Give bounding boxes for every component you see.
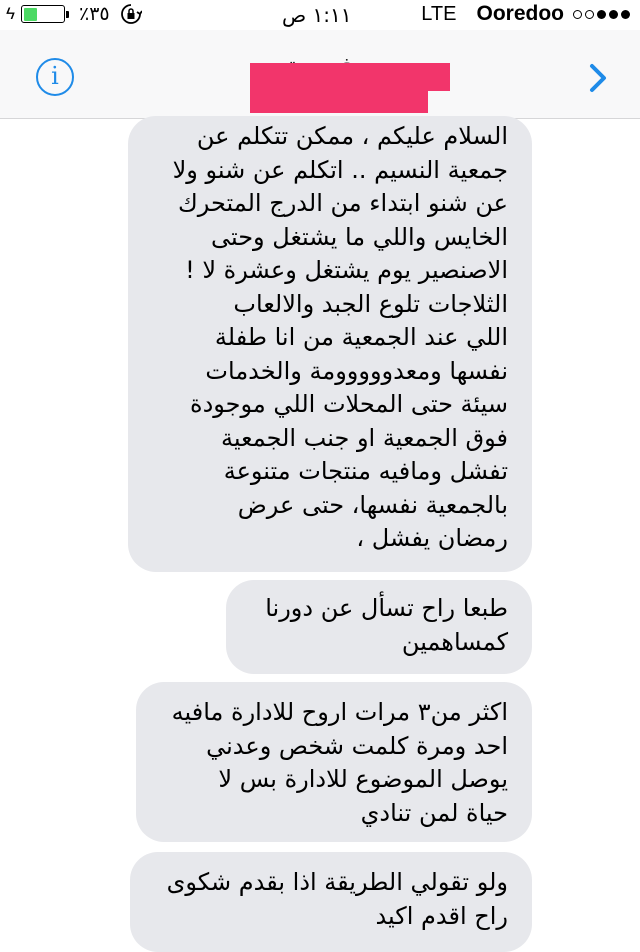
message-bubble[interactable] [226, 580, 532, 674]
redaction-block [250, 89, 428, 113]
battery-group [6, 2, 142, 26]
signal-dot [621, 10, 630, 19]
signal-strength-icon [570, 10, 630, 19]
message-text: ولو تقولي الطريقة اذا بقدم شكوى راح اقدم اكيد [166, 868, 508, 930]
redaction-block [250, 63, 450, 91]
signal-dot [585, 10, 594, 19]
battery-icon [21, 5, 65, 23]
battery-level-fill [24, 8, 38, 21]
status-bar [0, 0, 640, 30]
status-time: ١:١١ ص [282, 3, 352, 27]
network-type: LTE [421, 2, 457, 25]
chevron-right-icon[interactable] [578, 58, 618, 98]
message-text: طبعا راح تسأل عن دورنا كمساهمين [265, 594, 508, 656]
message-text: السلام عليكم ، ممكن تتكلم عن جمعية النسيم .. اتكلم عن شنو ولا عن شنو ابتداء من الدرج المتحرك الخايس واللي ما يشتغل وحتى الاصنصير يوم يشتغل وعشرة لا ! الثلاجات تلوع الجبد والالعاب اللي عند الجمعية من انا طفلة نفسها ومعدووووومة والخدمات سيئة حتى المحلات اللي موجودة فوق الجمعية او جنب الجمعية تفشل ومافيه منتجات متنوعة بالجمعية نفسها، حتى عرض رمضان يفشل ، [172, 122, 508, 552]
bolt-icon: ϟ [6, 4, 15, 23]
carrier-group [421, 2, 630, 26]
carrier-name: Ooredoo [476, 2, 564, 25]
conversation-header [0, 30, 640, 119]
signal-dot [597, 10, 606, 19]
battery-nub [66, 11, 69, 18]
info-icon[interactable]: i [36, 58, 74, 96]
message-bubble[interactable] [128, 116, 532, 572]
message-bubble[interactable] [130, 852, 532, 952]
rotation-lock-icon [120, 3, 142, 25]
signal-dot [573, 10, 582, 19]
message-bubble[interactable] [136, 682, 532, 842]
battery-percent: ٪٣٥ [79, 3, 110, 25]
message-text: اكثر من٣ مرات اروح للادارة مافيه احد ومرة كلمت شخص وعدني يوصل الموضوع للادارة بس لا حياة لمن تنادي [171, 698, 508, 827]
signal-dot [609, 10, 618, 19]
